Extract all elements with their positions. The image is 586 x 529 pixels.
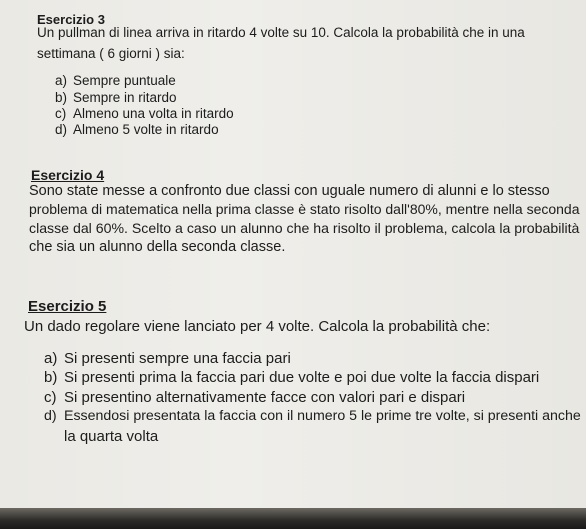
exercise-5-title: Esercizio 5 bbox=[28, 298, 107, 315]
exercise-3-item-a bbox=[55, 73, 176, 88]
desk-edge bbox=[0, 508, 586, 529]
exercise-4-text-line: classe dal 60%. Scelto a caso un alunno che ha risolto il problema, calcola la probabilità bbox=[29, 220, 580, 236]
exercise-3-text-line: settimana ( 6 giorni ) sia: bbox=[37, 46, 185, 61]
exercise-4-text-line: problema di matematica nella prima classe è stato risolto dall'80%, mentre nella seconda bbox=[29, 201, 580, 217]
item-text: Si presenti prima la faccia pari due volte e poi due volte la faccia dispari bbox=[64, 369, 540, 386]
exercise-3-item-c bbox=[55, 106, 234, 121]
item-letter: a) bbox=[55, 73, 68, 88]
item-text: Essendosi presentata la faccia con il numero 5 le prime tre volte, si presenti anche bbox=[64, 408, 581, 424]
item-letter: c) bbox=[55, 106, 67, 121]
item-letter: c) bbox=[44, 389, 57, 406]
item-letter: d) bbox=[55, 122, 68, 137]
item-letter: b) bbox=[44, 369, 58, 386]
exercise-5-item-d-continuation: la quarta volta bbox=[64, 428, 159, 445]
exercise-3-item-d bbox=[55, 122, 219, 137]
exercise-5-item-a bbox=[44, 350, 291, 367]
item-text: Si presentino alternativamente facce con valori pari e dispari bbox=[64, 389, 466, 406]
item-text: Almeno 5 volte in ritardo bbox=[73, 122, 219, 137]
item-text: Sempre puntuale bbox=[73, 73, 176, 88]
exercise-4-text-line: Sono state messe a confronto due classi con uguale numero di alunni e lo stesso bbox=[29, 183, 550, 199]
item-text: Almeno una volta in ritardo bbox=[73, 106, 234, 121]
exercise-5-text-line: Un dado regolare viene lanciato per 4 volte. Calcola la probabilità che: bbox=[24, 318, 491, 335]
item-text: Si presenti sempre una faccia pari bbox=[64, 350, 291, 367]
exercise-3-text-line: Un pullman di linea arriva in ritardo 4 volte su 10. Calcola la probabilità che in una bbox=[37, 25, 525, 40]
item-letter: a) bbox=[44, 350, 58, 367]
exercise-5-item-b bbox=[44, 369, 539, 386]
item-text: Sempre in ritardo bbox=[73, 90, 177, 105]
exercise-5-item-d bbox=[44, 408, 581, 424]
exercise-3-title: Esercizio 3 bbox=[37, 12, 105, 27]
exercise-4-title: Esercizio 4 bbox=[31, 167, 105, 183]
item-letter: d) bbox=[44, 408, 57, 424]
exercise-5-item-c bbox=[44, 389, 465, 406]
exercise-4-text-line: che sia un alunno della seconda classe. bbox=[29, 239, 286, 255]
item-letter: b) bbox=[55, 90, 68, 105]
exercise-3-item-b bbox=[55, 90, 177, 105]
